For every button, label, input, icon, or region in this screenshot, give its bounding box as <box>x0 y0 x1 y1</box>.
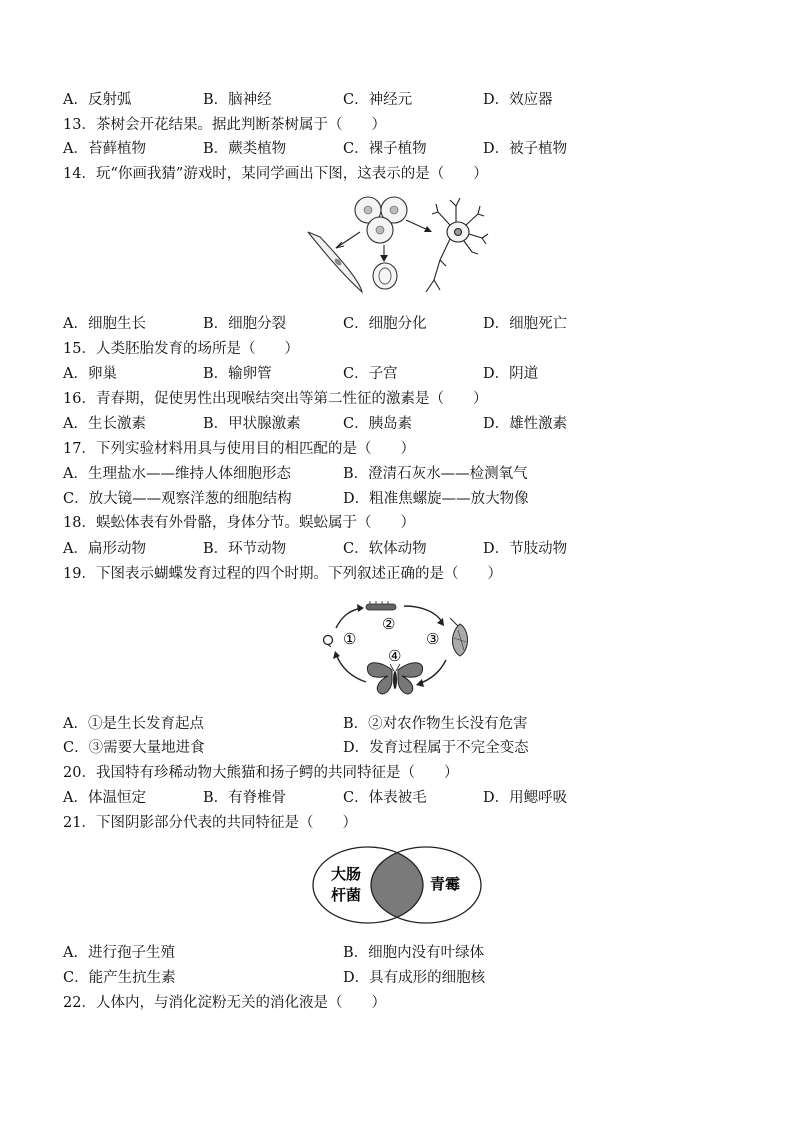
q21-stem-row <box>0 812 794 834</box>
q13-options <box>0 138 794 160</box>
q12-option-d: D．效应器 <box>483 92 553 108</box>
q19-options-row2 <box>0 737 794 759</box>
venn-right-label: 青霉 <box>430 875 461 893</box>
q15-stem: 15．人类胚胎发育的场所是（ ） <box>63 341 299 357</box>
q20-option-d: D．用鳃呼吸 <box>483 790 568 806</box>
q13-stem-row <box>0 114 794 136</box>
q19-stem-row <box>0 563 794 585</box>
stage-label-1: ① <box>343 630 357 648</box>
q18-option-c: C．软体动物 <box>343 541 427 557</box>
q16-stem-row <box>0 388 794 410</box>
q17-options-row2 <box>0 488 794 510</box>
q12-option-c: C．神经元 <box>343 92 413 108</box>
q21-option-c: C．能产生抗生素 <box>63 970 176 986</box>
q16-option-b: B．甲状腺激素 <box>203 416 301 432</box>
q12-option-b: B．脑神经 <box>203 92 272 108</box>
q20-stem: 20．我国特有珍稀动物大熊猫和扬子鳄的共同特征是（ ） <box>63 765 459 781</box>
q14-option-c: C．细胞分化 <box>343 316 427 332</box>
butterfly-lifecycle-figure <box>318 598 478 698</box>
q13-option-b: B．蕨类植物 <box>203 141 287 157</box>
q21-options-row2 <box>0 967 794 989</box>
q16-option-c: C．胰岛素 <box>343 416 413 432</box>
q18-stem-row <box>0 512 794 534</box>
q15-options <box>0 363 794 385</box>
q18-option-a: A．扁形动物 <box>63 541 146 557</box>
q14-option-a: A．细胞生长 <box>63 316 146 332</box>
q14-stem: 14．玩“你画我猜”游戏时，某同学画出下图，这表示的是（ ） <box>63 166 488 182</box>
q14-option-d: D．细胞死亡 <box>483 316 568 332</box>
stage-label-3: ③ <box>426 630 440 648</box>
q14-stem-row <box>0 163 794 185</box>
q20-stem-row <box>0 762 794 784</box>
q17-option-b: B．澄清石灰水——检测氧气 <box>343 466 528 482</box>
q13-option-d: D．被子植物 <box>483 141 568 157</box>
q19-option-b: B．②对农作物生长没有危害 <box>343 716 528 732</box>
q18-option-d: D．节肢动物 <box>483 541 568 557</box>
q19-option-c: C．③需要大量地进食 <box>63 740 205 756</box>
q12-option-a: A．反射弧 <box>63 92 132 108</box>
q20-option-c: C．体表被毛 <box>343 790 427 806</box>
q15-stem-row <box>0 338 794 360</box>
q15-option-d: D．阴道 <box>483 366 539 382</box>
q15-option-c: C．子宫 <box>343 366 398 382</box>
q15-option-b: B．输卵管 <box>203 366 272 382</box>
q12-options <box>0 89 794 111</box>
q14-option-b: B．细胞分裂 <box>203 316 287 332</box>
q21-option-b: B．细胞内没有叶绿体 <box>343 945 485 961</box>
q18-options <box>0 538 794 560</box>
q13-stem: 13．茶树会开花结果。据此判断茶树属于（ ） <box>63 117 386 133</box>
q16-options <box>0 413 794 435</box>
venn-left-label-1: 大肠 <box>331 865 362 883</box>
venn-left-label-2: 杆菌 <box>331 886 362 904</box>
q19-stem: 19．下图表示蝴蝶发育过程的四个时期。下列叙述正确的是（ ） <box>63 566 502 582</box>
q16-stem: 16．青春期，促使男性出现喉结突出等第二性征的激素是（ ） <box>63 391 488 407</box>
butterfly-icon <box>367 663 422 694</box>
q13-option-c: C．裸子植物 <box>343 141 427 157</box>
stage-label-4: ④ <box>388 647 402 665</box>
q19-option-a: A．①是生长发育起点 <box>63 716 204 732</box>
q21-options-row1 <box>0 942 794 964</box>
q20-options <box>0 787 794 809</box>
q20-option-b: B．有脊椎骨 <box>203 790 287 806</box>
q19-options-row1 <box>0 713 794 735</box>
q13-option-a: A．苔藓植物 <box>63 141 146 157</box>
q21-stem: 21．下图阴影部分代表的共同特征是（ ） <box>63 815 357 831</box>
q15-option-a: A．卵巢 <box>63 366 117 382</box>
q21-option-a: A．进行孢子生殖 <box>63 945 175 961</box>
q18-option-b: B．环节动物 <box>203 541 287 557</box>
q16-option-d: D．雄性激素 <box>483 416 568 432</box>
q16-option-a: A．生长激素 <box>63 416 146 432</box>
q19-option-d: D．发育过程属于不完全变态 <box>343 740 529 756</box>
q14-options <box>0 313 794 335</box>
q17-stem-row <box>0 438 794 460</box>
q21-option-d: D．具有成形的细胞核 <box>343 970 486 986</box>
caterpillar-icon <box>366 601 396 610</box>
q17-options-row1 <box>0 463 794 485</box>
q18-stem: 18．蜈蚣体表有外骨骼，身体分节。蜈蚣属于（ ） <box>63 515 415 531</box>
pupa-icon <box>450 618 468 656</box>
q17-option-d: D．粗准焦螺旋——放大物像 <box>343 491 529 507</box>
venn-diagram <box>312 845 482 925</box>
q17-option-c: C．放大镜——观察洋葱的细胞结构 <box>63 491 292 507</box>
stage-label-2: ② <box>382 615 396 633</box>
q22-stem-row <box>0 992 794 1014</box>
q22-stem: 22．人体内，与消化淀粉无关的消化液是（ ） <box>63 995 386 1011</box>
cell-differentiation-figure <box>300 192 490 302</box>
q20-option-a: A．体温恒定 <box>63 790 146 806</box>
q17-option-a: A．生理盐水——维持人体细胞形态 <box>63 466 291 482</box>
q17-stem: 17．下列实验材料用具与使用目的相匹配的是（ ） <box>63 441 415 457</box>
